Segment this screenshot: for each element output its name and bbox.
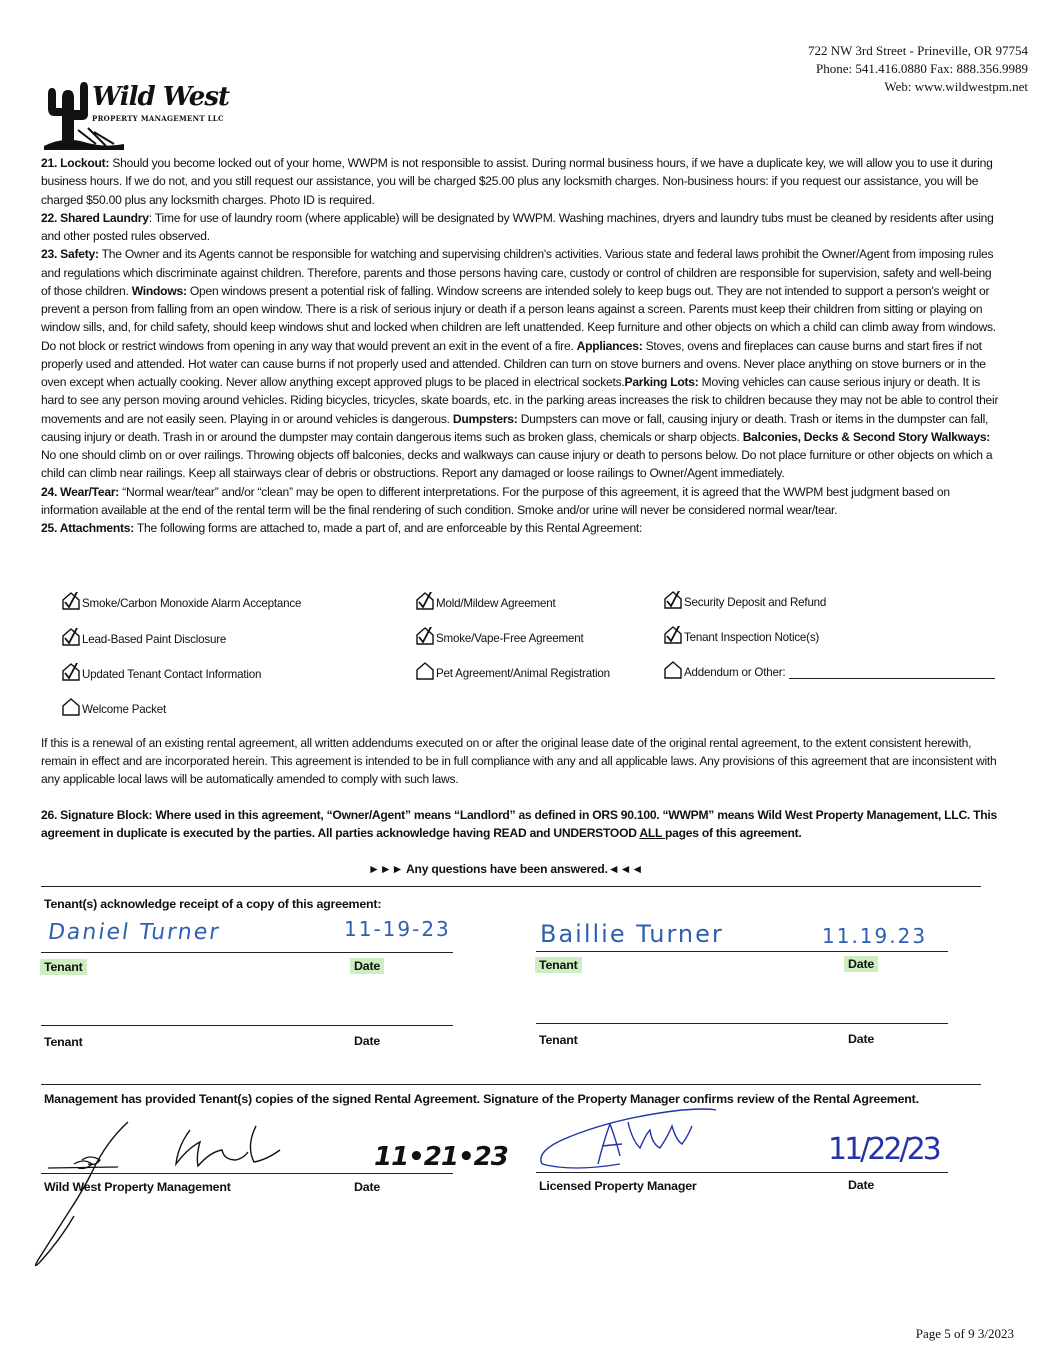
wwpm-date[interactable]: 11•21•23	[374, 1142, 508, 1172]
attachment-label: Mold/Mildew Agreement	[436, 597, 556, 610]
header-contact	[808, 42, 1028, 96]
phone-fax-line: Phone: 541.416.0880 Fax: 888.356.9989	[816, 61, 1028, 76]
checked-house-icon	[62, 628, 80, 646]
attachment-label: Smoke/Carbon Monoxide Alarm Acceptance	[82, 597, 302, 610]
attachment-label: Updated Tenant Contact Information	[82, 668, 262, 681]
signature-line[interactable]	[536, 1023, 948, 1024]
logo-subtext: PROPERTY MANAGEMENT LLC	[92, 114, 224, 123]
clause-23-text: The Owner and its Agents cannot be responsible for watching and supervising children's activities. Various state and federal laws prohibit the Owner/Agent from imposing rules and regulations which discriminate against children. Therefore, parents and those persons having care, custody or control of children are responsible for supervision, safety and well-being of those children.	[41, 247, 994, 298]
attachment-welcome[interactable]	[62, 694, 166, 716]
windows-text: Open windows present a potential risk of falling. Window screens are intended solely to keep bugs out. They are not intended to support a person's weight or prevent a person from falling from an open window. There is a risk of serious injury or death if a person leans against a screen. Parents must keep their children from sitting or playing on window sills, and, for child safety, should keep windows shut and locked when children are left unattended. Keep furniture and other objects on which a child can climb away from windows. Do not block or restrict windows from opening in any way that would prevent an exit in the event of a fire.	[41, 283, 996, 353]
tenant-label-text: Tenant	[40, 959, 87, 975]
renewal-paragraph: If this is a renewal of an existing rental agreement, all written addendums executed on or after the original lease date of the original rental agreement, to the extent consistent herewith, remain in effect and are incorporated herein. This agreement is intended to be in full compliance with any and all applicable laws. Any provisions of this agreement that are inconsistent with any applicable local laws will be automatically amended to comply with such laws.	[41, 736, 997, 786]
attachment-label: Security Deposit and Refund	[684, 596, 827, 609]
signature-line	[536, 1172, 948, 1173]
clause-25-title: 25. Attachments:	[41, 521, 134, 535]
signature-line[interactable]	[41, 1025, 453, 1026]
attachment-label: Lead-Based Paint Disclosure	[82, 633, 227, 646]
tenant1-date[interactable]: 11-19-23	[344, 917, 451, 941]
date-label	[848, 957, 878, 971]
divider	[41, 886, 981, 887]
attachment-lead[interactable]	[62, 624, 226, 646]
date-label-text: Date	[350, 958, 384, 974]
attachment-deposit[interactable]	[664, 587, 826, 609]
attachment-label: Pet Agreement/Animal Registration	[436, 667, 610, 680]
tenant-label: Tenant	[539, 1033, 578, 1047]
addendum-blank-field[interactable]	[789, 667, 995, 679]
signature-line	[41, 1173, 453, 1174]
attachment-pet[interactable]	[416, 658, 610, 680]
windows-title: Windows:	[131, 283, 187, 298]
signature-line	[536, 951, 948, 952]
checked-house-icon	[62, 663, 80, 681]
checked-house-icon	[664, 626, 682, 644]
clause-24-text: “Normal wear/tear” and/or “clean” may be open to different interpretations. For the purpose of this agreement, it is agreed that the WWPM best judgment based on information available at the end of the rental term will be the final rendering of such condition. Smoke and/or urine will never be considered normal wear/tear.	[41, 484, 950, 517]
web-line: Web: www.wildwestpm.net	[884, 79, 1028, 94]
balconies-text: No one should climb on or over railings. Throwing objects off balconies, decks and walkways can cause injury or death to persons below. Do not place furniture or other objects on which a child can climb near railings. Keep all stairways clear of debris or obstructions. Report any damaged or loose railings to Owner/Agent immediately.	[41, 448, 993, 481]
date-label	[354, 959, 384, 973]
company-logo	[44, 58, 234, 150]
clause-22-title: 22. Shared Laundry	[41, 210, 149, 225]
clause-22-text: : Time for use of laundry room (where applicable) will be designated by WWPM. Washing machines, dryers and laundry tubs must be cleaned by residents after using and other posted rules observed.	[41, 210, 994, 243]
intro-text: 26. Signature Block: Where used in this agreement, “Owner/Agent” means “Landlord” as defined in ORS 90.100. “WWPM” means Wild West Property Management, LLC. This agreement in duplicate is executed by the parties. All parties acknowledge having READ and UNDERSTOOD	[41, 808, 998, 840]
logo-wordmark: Wild West	[92, 82, 229, 112]
tenant-label: Tenant	[44, 1035, 83, 1049]
manager-label: Licensed Property Manager	[539, 1179, 697, 1193]
dumpsters-text: Dumpsters can move or fall, causing injury or death. Trash or items in the dumpster can fall, causing injury or death. Trash in or around the dumpster may contain dangerous items such as broken glass, chemicals or sharp objects.	[41, 411, 989, 444]
balconies-title: Balconies, Decks & Second Story Walkways:	[742, 429, 991, 444]
clause-21-text: Should you become locked out of your home, WWPM is not responsible to assist. During normal business hours, if we have a duplicate key, we will allow you to use it during business hours. If we do not, and you still request our assistance, you will be charged $25.00 plus any locksmith charges. Non-business hours: if you request our assistance, you will be charged $50.00 plus any locksmith charges. Photo ID is required.	[41, 156, 993, 207]
clause-23	[41, 245, 1003, 482]
page-footer: Page 5 of 9 3/2023	[915, 1326, 1014, 1341]
divider	[41, 1084, 981, 1085]
clause-21-title: 21. Lockout:	[41, 156, 110, 170]
date-label-text: Date	[844, 956, 878, 972]
attachment-label: Tenant Inspection Notice(s)	[684, 631, 820, 644]
house-checkbox-icon	[416, 662, 434, 680]
checked-house-icon	[62, 592, 80, 610]
questions-line: ►►► Any questions have been answered.◄◄◄	[368, 862, 644, 876]
attachment-addendum[interactable]	[664, 657, 995, 679]
attachment-label: Smoke/Vape-Free Agreement	[436, 632, 584, 645]
checked-house-icon	[416, 627, 434, 645]
attachment-contact[interactable]	[62, 659, 261, 681]
clause-22	[41, 209, 1003, 246]
house-checkbox-icon	[664, 661, 682, 679]
attachment-label: Welcome Packet	[82, 703, 166, 716]
wwpm-label: Wild West Property Management	[44, 1180, 231, 1194]
date-label: Date	[354, 1034, 381, 1048]
parking-text: Moving vehicles can cause serious injury or death. It is hard to see any person moving around vehicles. Riding bicycles, tricycles, skate boards, etc. in the parking areas increases the risk to children because they may not be able to control their movements and are not easily seen. Playing in or around vehicles is dangerous.	[41, 375, 999, 426]
management-statement: Management has provided Tenant(s) copies of the signed Rental Agreement. Signature of the Property Manager confirms review of the Rental Agreement.	[44, 1092, 919, 1106]
tenant2-signature[interactable]: Baillie Turner	[540, 920, 724, 948]
manager-signature[interactable]	[532, 1100, 722, 1180]
date-label: Date	[848, 1032, 875, 1046]
tenant1-signature[interactable]: Daniel Turner	[46, 920, 223, 945]
intro-all: ALL	[639, 826, 666, 840]
clauses	[41, 154, 1003, 537]
attachment-label: Addendum or Other:	[684, 666, 786, 679]
date-label: Date	[848, 1178, 875, 1192]
appliances-text: Stoves, ovens and fireplaces can cause burns and start fires if not properly used and attended. Hot water can cause burns if not properly used and attended. Children can turn on stove burners and ovens. Never place anything on stove burners or in the oven except when actually cooking. Never allow anything except approved plugs to be placed in electrical sockets.	[41, 338, 986, 389]
date-label: Date	[354, 1180, 381, 1194]
clause-24	[41, 483, 1003, 520]
tenant-label	[539, 958, 582, 972]
tenant-ack-label: Tenant(s) acknowledge receipt of a copy of this agreement:	[44, 897, 382, 911]
appliances-title: Appliances:	[576, 338, 643, 353]
clause-23-title: 23. Safety:	[41, 247, 99, 262]
intro-end: pages of this agreement.	[665, 826, 802, 840]
house-checkbox-icon	[62, 698, 80, 716]
checked-house-icon	[416, 592, 434, 610]
signature-block-intro	[41, 806, 1003, 842]
dumpsters-title: Dumpsters:	[452, 411, 518, 426]
attachment-inspection[interactable]	[664, 622, 819, 644]
clause-21	[41, 154, 1003, 209]
tenant-label	[44, 960, 87, 974]
address-line: 722 NW 3rd Street - Prineville, OR 97754	[807, 43, 1028, 58]
signature-line	[41, 952, 453, 953]
checked-house-icon	[664, 591, 682, 609]
clause-25-text: The following forms are attached to, made a part of, and are enforceable by this Rental Agreement:	[136, 521, 643, 535]
attachment-mold[interactable]	[416, 588, 556, 610]
attachment-smoke-free[interactable]	[416, 623, 584, 645]
manager-date[interactable]: 11/22/23	[828, 1132, 939, 1167]
tenant-label-text: Tenant	[535, 957, 582, 973]
attachment-smoke-co[interactable]	[62, 588, 301, 610]
clause-24-title: 24. Wear/Tear:	[41, 484, 120, 499]
clause-25	[41, 519, 1003, 537]
parking-title: Parking Lots:	[624, 375, 699, 389]
tenant2-date[interactable]: 11.19.23	[822, 924, 928, 948]
